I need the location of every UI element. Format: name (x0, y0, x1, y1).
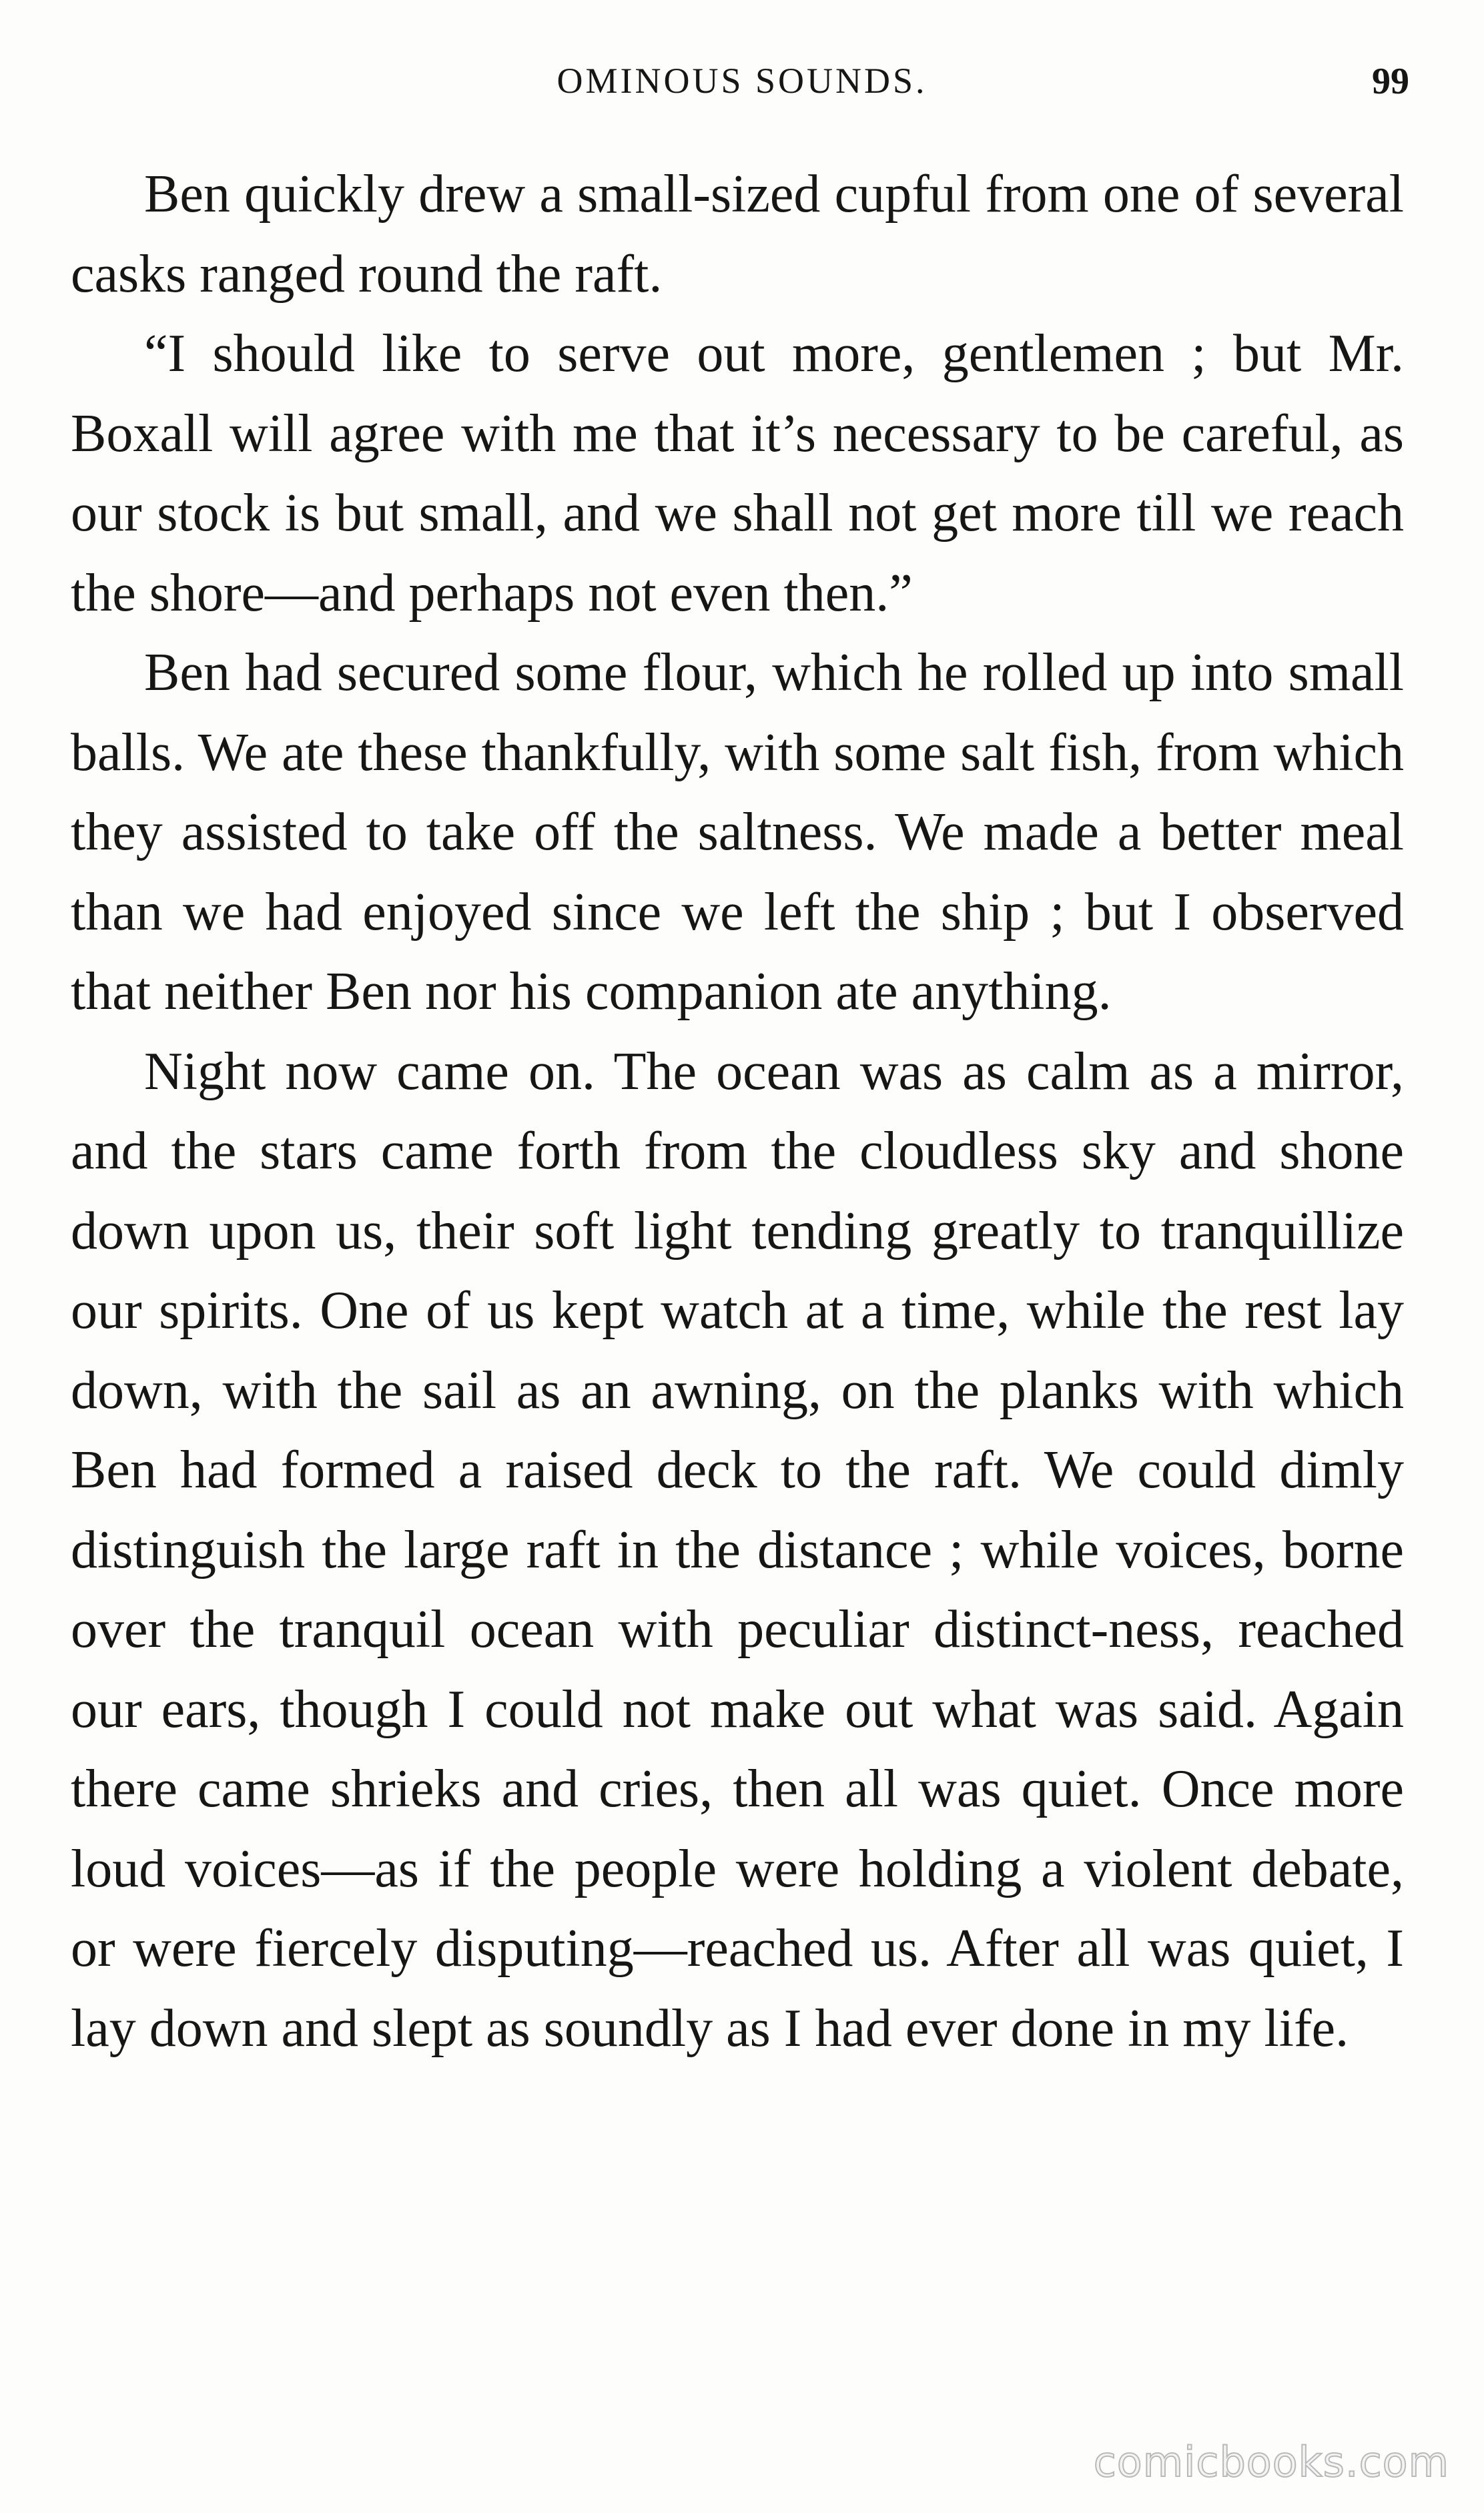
paragraph: “I should like to serve out more, gentlemen ; but Mr. Boxall will agree with me that it’s necessary to be careful, as our stock is but small, and we shall not get more till we reach the shore—and perhaps not even then.” (71, 324, 1404, 623)
page-number: 99 (1372, 61, 1409, 102)
running-head (0, 60, 1484, 133)
body-text (71, 155, 1404, 2069)
paragraph: Ben quickly drew a small-sized cupful from one of several casks ranged round the raft. (71, 165, 1404, 304)
running-title: OMINOUS SOUNDS. (556, 61, 928, 101)
paragraph: Night now came on. The ocean was as calm as a mirror, and the stars came forth from the cloudless sky and shone down upon us, their soft light tending greatly to tranquillize our spirits. One of us kept watch at a time, while the rest lay down, with the sail as an awning, on the planks with which Ben had formed a raised deck to the raft. We could dimly distinguish the large raft in the distance ; while voices, borne over the tranquil ocean with peculiar distinct-ness, reached our ears, though I could not make out what was said. Again there came shrieks and cries, then all was quiet. Once more loud voices—as if the people were holding a violent debate, or were fiercely disputing—reached us. After all was quiet, I lay down and slept as soundly as I had ever done in my life. (71, 1042, 1404, 2058)
paragraph: Ben had secured some flour, which he rolled up into small balls. We ate these thankfully, with some salt fish, from which they assisted to take off the saltness. We made a better meal than we had enjoyed since we left the ship ; but I observed that neither Ben nor his companion ate anything. (71, 643, 1404, 1021)
watermark: comicbooks.com (1093, 2438, 1449, 2486)
